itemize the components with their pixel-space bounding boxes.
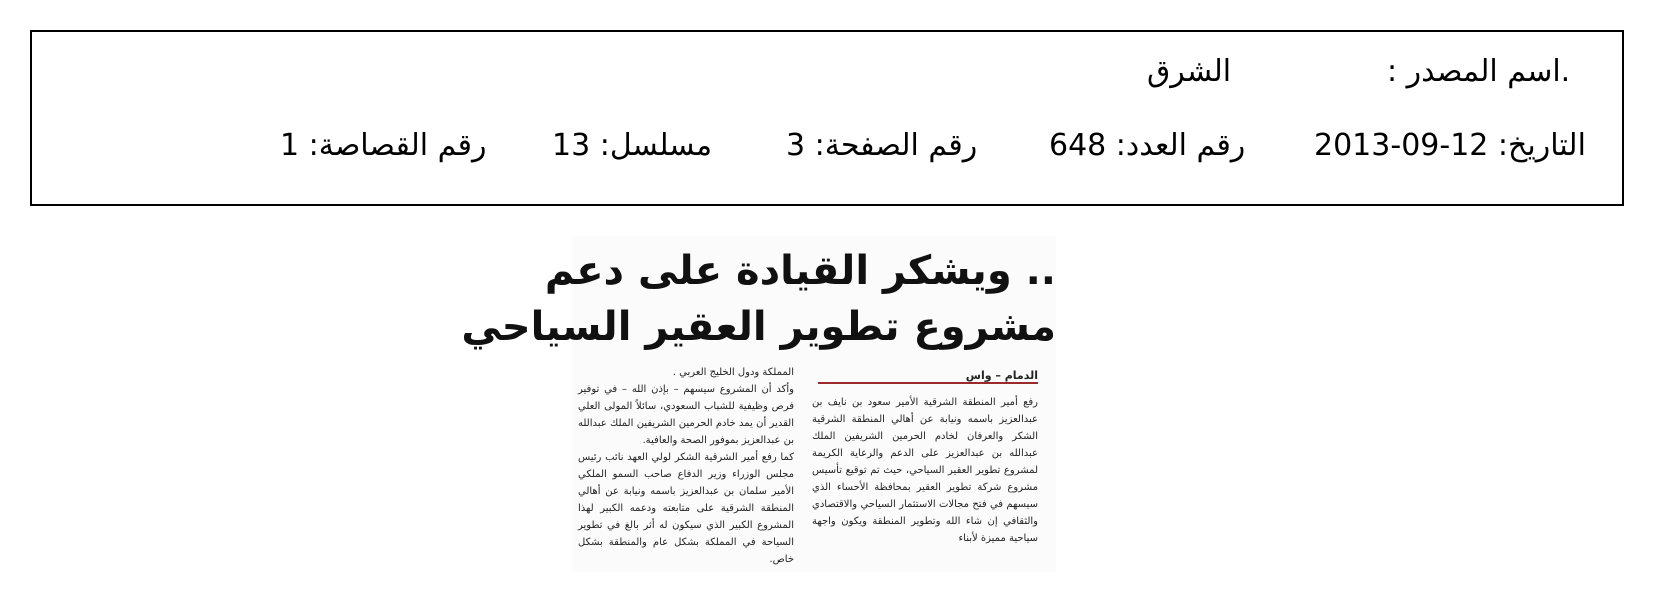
headline-line-1: .. ويشكر القيادة على دعم <box>544 248 1056 294</box>
article-column-right <box>812 394 1038 547</box>
article-paragraph: كما رفع أمير الشرقية الشكر لولي العهد نائب رئيس مجلس الوزراء وزير الدفاع صاحب السمو الملكي الأمير سلمان بن عبدالعزيز باسمه ونيابة عن أهالي المنطقة الشرقية على متابعته ودعمه الكبير لهذا المشروع الكبير الذي سيكون له أثر بالغ في تطوير السياحة في المملكة بشكل عام والمنطقة بشكل خاص. <box>578 452 794 565</box>
newspaper-clipping <box>461 236 1056 572</box>
issue-number-field: رقم العدد: 648 <box>1049 128 1246 163</box>
page-number-field: رقم الصفحة: 3 <box>786 128 978 163</box>
article-paragraph: المملكة ودول الخليج العربي . <box>672 367 794 378</box>
clipping-number-field: رقم القصاصة: 1 <box>280 128 487 163</box>
clipping-header-box <box>30 30 1624 206</box>
source-value: الشرق <box>1147 54 1232 89</box>
dateline-row <box>818 364 1038 384</box>
dateline-rule <box>818 382 1038 384</box>
article-paragraph: رفع أمير المنطقة الشرقية الأمير سعود بن نايف بن عبدالعزيز باسمه ونيابة عن أهالي المنطقة الشرقية الشكر والعرفان لخادم الحرمين الشريفين الملك عبدالله بن عبدالعزيز على الدعم والرعاية الكريمة لمشروع تطوير العقير السياحي، حيث تم توقيع تأسيس مشروع شركة تطوير العقير بمحافظة الأحساء الذي سيسهم في فتح مجالات الاستثمار السياحي والاقتصادي والثقافي إن شاء الله وتطوير المنطقة ويكون واجهة سياحية مميزة لأبناء <box>812 397 1038 544</box>
article-paragraph: وأكد أن المشروع سيسهم – بإذن الله – في توفير فرص وظيفية للشباب السعودي، سائلاً المولى العلي القدير أن يمد خادم الحرمين الشريفين الملك عبدالله بن عبدالعزيز بموفور الصحة والعافية. <box>578 384 794 446</box>
date-field: التاريخ: 12-09-2013 <box>1314 128 1586 163</box>
dateline: الدمام – واس <box>965 369 1038 382</box>
article-column-left <box>578 364 794 568</box>
headline-line-2: مشروع تطوير العقير السياحي <box>461 304 1056 350</box>
source-label: .اسم المصدر : <box>1387 54 1571 89</box>
serial-field: مسلسل: 13 <box>552 128 713 163</box>
